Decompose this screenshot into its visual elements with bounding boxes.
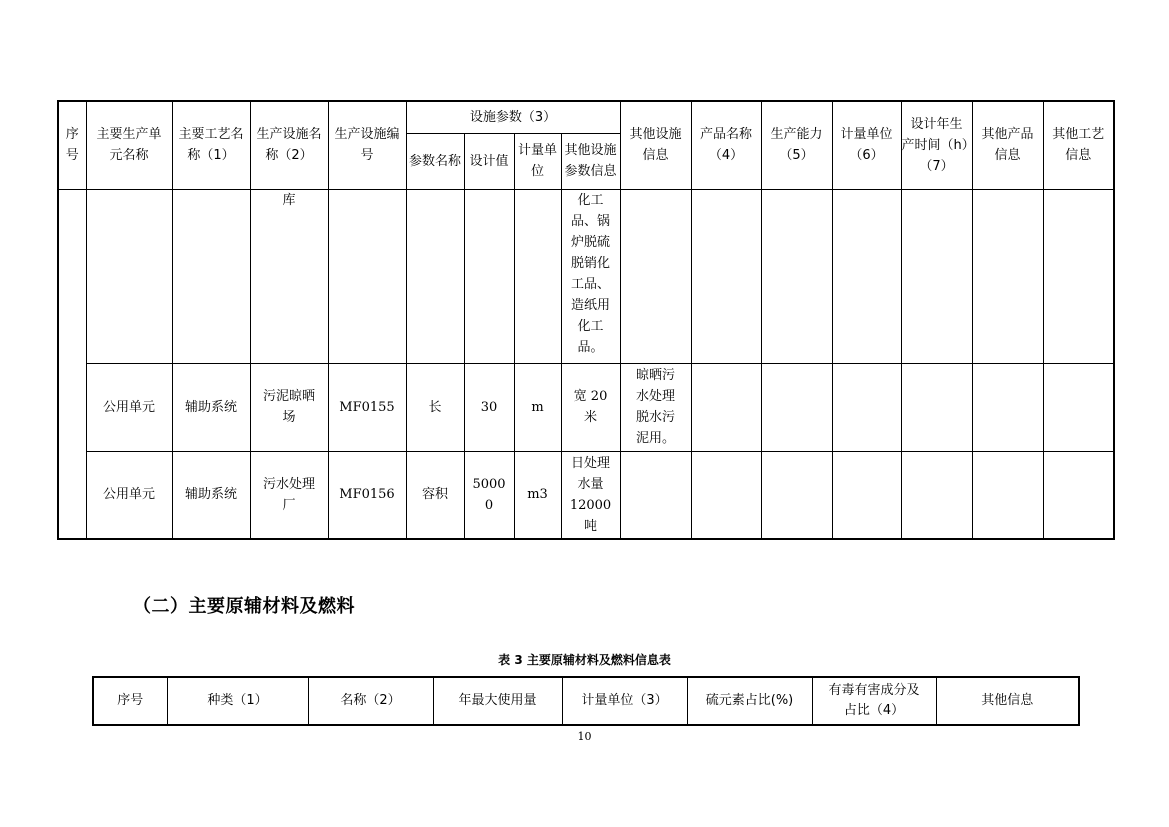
- cell-process-name: 辅助系统: [172, 451, 250, 539]
- cell-other-param-info: 日处理 水量 12000 吨: [561, 451, 620, 539]
- cell-other-process-info: [1043, 189, 1114, 363]
- header-other-param-info: 其他设施 参数信息: [561, 133, 620, 189]
- table-row: [58, 363, 1114, 451]
- header-design-hours: 设计年生 产时间（h） （7）: [901, 101, 972, 189]
- cell-measure-unit: [832, 451, 901, 539]
- cell-facility-name: 污泥晾晒 场: [250, 363, 328, 451]
- header-unit: 计量单 位: [514, 133, 561, 189]
- cell-param-name: 长: [406, 363, 464, 451]
- table-row: [58, 451, 1114, 539]
- cell-process-name: [172, 189, 250, 363]
- header-name: 名称（2）: [308, 677, 433, 725]
- cell-unit-name: 公用单元: [86, 363, 172, 451]
- cell-unit: m3: [514, 451, 561, 539]
- header-unit-name: 主要生产单 元名称: [86, 101, 172, 189]
- header-measure-unit: 计量单位（3）: [562, 677, 687, 725]
- cell-facility-name: 库: [250, 189, 328, 363]
- cell-seq: [58, 189, 86, 539]
- header-toxic-ratio: 有毒有害成分及 占比（4）: [812, 677, 936, 725]
- header-other-product-info: 其他产品 信息: [972, 101, 1043, 189]
- cell-unit: [514, 189, 561, 363]
- header-product-name: 产品名称 （4）: [691, 101, 761, 189]
- facility-info-table: [57, 100, 1115, 540]
- cell-unit: m: [514, 363, 561, 451]
- cell-product-name: [691, 189, 761, 363]
- cell-other-product-info: [972, 451, 1043, 539]
- cell-capacity: [761, 363, 832, 451]
- header-other-info: 其他信息: [936, 677, 1079, 725]
- cell-design-hours: [901, 189, 972, 363]
- cell-facility-code: [328, 189, 406, 363]
- cell-design-value: 30: [464, 363, 514, 451]
- cell-design-hours: [901, 451, 972, 539]
- cell-design-value: 5000 0: [464, 451, 514, 539]
- header-seq: 序 号: [58, 101, 86, 189]
- header-sulfur-ratio: 硫元素占比(%): [687, 677, 812, 725]
- cell-design-hours: [901, 363, 972, 451]
- header-facility-code: 生产设施编 号: [328, 101, 406, 189]
- cell-facility-code: MF0155: [328, 363, 406, 451]
- cell-param-name: [406, 189, 464, 363]
- cell-other-facility-info: [620, 451, 691, 539]
- cell-capacity: [761, 189, 832, 363]
- cell-measure-unit: [832, 363, 901, 451]
- cell-capacity: [761, 451, 832, 539]
- cell-other-param-info: 宽 20 米: [561, 363, 620, 451]
- cell-param-name: 容积: [406, 451, 464, 539]
- header-measure-unit: 计量单位 （6）: [832, 101, 901, 189]
- header-param-name: 参数名称: [406, 133, 464, 189]
- header-design-value: 设计值: [464, 133, 514, 189]
- cell-other-facility-info: 晾晒污 水处理 脱水污 泥用。: [620, 363, 691, 451]
- cell-unit-name: [86, 189, 172, 363]
- cell-process-name: 辅助系统: [172, 363, 250, 451]
- cell-measure-unit: [832, 189, 901, 363]
- header-category: 种类（1）: [167, 677, 308, 725]
- header-process-name: 主要工艺名 称（1）: [172, 101, 250, 189]
- cell-unit-name: 公用单元: [86, 451, 172, 539]
- section-title: （二）主要原辅材料及燃料: [133, 596, 355, 617]
- header-other-process-info: 其他工艺 信息: [1043, 101, 1114, 189]
- header-capacity: 生产能力 （5）: [761, 101, 832, 189]
- header-max-annual-usage: 年最大使用量: [433, 677, 562, 725]
- header-facility-name: 生产设施名 称（2）: [250, 101, 328, 189]
- cell-product-name: [691, 451, 761, 539]
- header-seq: 序号: [93, 677, 167, 725]
- cell-product-name: [691, 363, 761, 451]
- cell-other-product-info: [972, 363, 1043, 451]
- cell-other-facility-info: [620, 189, 691, 363]
- cell-other-param-info: 化工 品、锅 炉脱硫 脱销化 工品、 造纸用 化工 品。: [561, 189, 620, 363]
- header-params-group: 设施参数（3）: [406, 101, 620, 133]
- page-number: 10: [577, 730, 592, 743]
- materials-fuel-table: [92, 676, 1080, 726]
- cell-design-value: [464, 189, 514, 363]
- cell-other-product-info: [972, 189, 1043, 363]
- table-caption: 表 3 主要原辅材料及燃料信息表: [498, 653, 671, 667]
- cell-facility-name: 污水处理 厂: [250, 451, 328, 539]
- cell-facility-code: MF0156: [328, 451, 406, 539]
- table-row: [58, 189, 1114, 363]
- cell-other-process-info: [1043, 451, 1114, 539]
- header-other-facility-info: 其他设施 信息: [620, 101, 691, 189]
- cell-other-process-info: [1043, 363, 1114, 451]
